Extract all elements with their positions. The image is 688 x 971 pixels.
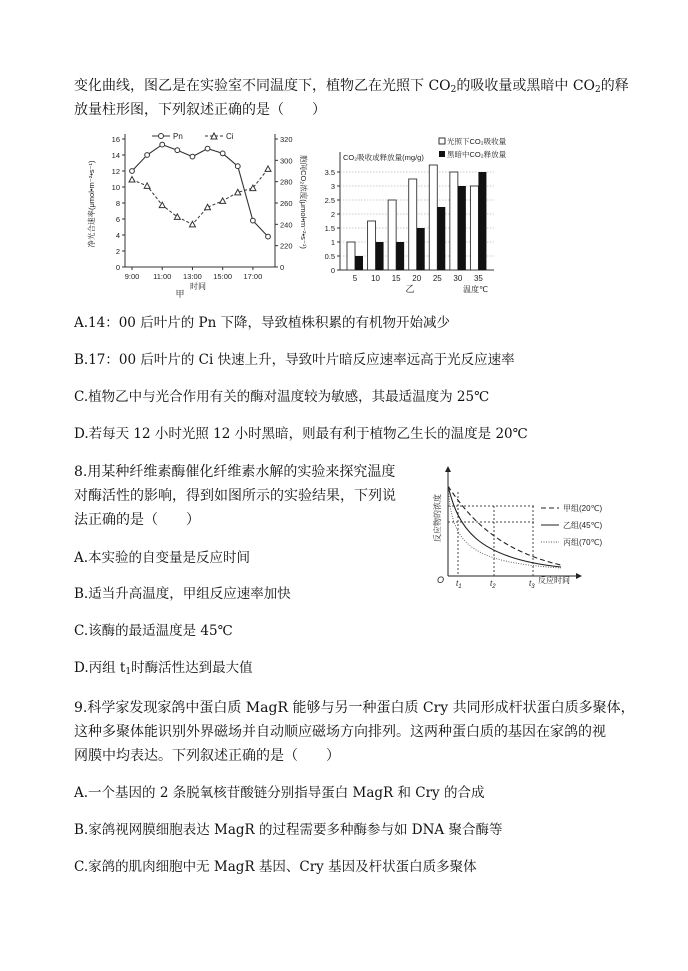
y-axis-title: 反应物的浓度 — [433, 494, 442, 542]
q8-stem-1: 8.用某种纤维素酶催化纤维素水解的实验来探究温度 — [74, 464, 396, 480]
chart-caption-yi: 乙 — [405, 284, 415, 294]
point-pn — [235, 164, 240, 169]
q9-option-a: A.一个基因的 2 条脱氧核苷酸链分别指导蛋白 MagR 和 Cry 的合成 — [74, 785, 485, 801]
chart-q8 — [426, 466, 606, 590]
x-axis-title: 时间 — [190, 282, 206, 291]
q7-option-a: A.14：00 后叶片的 Pn 下降，导致植株积累的有机物开始减少 — [74, 315, 451, 331]
x-tick-label: 15:00 — [213, 272, 233, 281]
q7-option-b: B.17：00 后叶片的 Ci 快速上升，导致叶片暗反应速率远高于光反应速率 — [74, 352, 515, 368]
q9-stem-2: 这种多聚体能识别外界磁场并自动顺应磁场方向排列。这两种蛋白质的基因在家鸽的视 — [74, 724, 606, 740]
legend-label-light: 光照下CO₂吸收量 — [447, 137, 507, 146]
x-axis-title: 反应时间 — [538, 576, 570, 585]
legend-ci — [205, 132, 234, 141]
chart-caption-jia: 甲 — [175, 289, 185, 298]
point-pn — [205, 146, 210, 151]
q9-option-b: B.家鸽视网膜细胞表达 MagR 的过程需要多种酶参与如 DNA 聚合酶等 — [74, 822, 503, 838]
y-axis-title: CO₂吸收或释放量(mg/g) — [343, 153, 424, 162]
tick-t2: $t_2$ — [490, 579, 496, 590]
y-tick-label: 2 — [330, 210, 335, 219]
y-left-tick-label: 14 — [111, 151, 120, 160]
bar-light — [470, 186, 478, 270]
point-ci — [220, 198, 226, 204]
y-right-tick-label: 220 — [280, 241, 293, 251]
y-left-tick-label: 2 — [115, 247, 120, 256]
tick-t3: $t_3$ — [529, 579, 535, 590]
legend-pn — [152, 132, 183, 141]
y-tick-label: 0.5 — [324, 252, 335, 261]
legend-yi — [541, 521, 603, 530]
y-left-tick-label: 10 — [111, 183, 120, 192]
bar-light — [429, 165, 437, 270]
x-tick-label: 9:00 — [124, 272, 140, 281]
q9-stem-1: 9.科学家发现家鸽中蛋白质 MagR 能够与另一种蛋白质 Cry 共同形成杆状蛋白质多聚体， — [74, 700, 635, 716]
y-axis-right-title: 胞间CO₂浓度(μmol•m⁻²•s⁻¹) — [299, 155, 308, 249]
x-axis-arrow — [576, 573, 582, 579]
point-pn — [190, 154, 195, 159]
y-tick-label: 3 — [330, 182, 335, 191]
bar-dark — [478, 172, 486, 270]
intro-line-2: 放量柱形图，下列叙述正确的是（ ） — [74, 102, 326, 118]
bar-light — [347, 242, 355, 270]
y-left-tick-label: 12 — [111, 167, 120, 176]
legend-label-jia: 甲组(20℃) — [563, 504, 603, 513]
series-line-ci — [132, 169, 268, 224]
q8-option-a: A.本实验的自变量是反应时间 — [74, 550, 251, 566]
y-tick-label: 2.5 — [324, 196, 335, 205]
bar-dark — [396, 242, 404, 270]
legend-label-dark: 黑暗中CO₂释放量 — [447, 150, 507, 159]
origin-label: O — [437, 575, 445, 585]
y-tick-label: 1 — [330, 238, 335, 247]
legend-label-ci: Ci — [226, 132, 234, 141]
q8-option-d — [74, 658, 253, 678]
intro-text: 的释 — [600, 78, 629, 94]
x-tick-label: 10 — [371, 274, 381, 283]
point-pn — [266, 234, 271, 239]
y-tick-label: 3.5 — [324, 168, 335, 177]
y-tick-label: 1.5 — [324, 224, 335, 233]
point-ci — [205, 204, 211, 210]
intro-line-1 — [74, 76, 629, 96]
q8-option-c: C.该酶的最适温度是 45℃ — [74, 623, 233, 639]
x-tick-label: 13:00 — [183, 272, 202, 281]
q9-option-c: C.家鸽的肌肉细胞中无 MagR 基因、Cry 基因及杆状蛋白质多聚体 — [74, 859, 477, 875]
y-axis-left-title: 净光合速率(μmol•m⁻²•s⁻¹) — [87, 160, 96, 248]
bar-light — [409, 179, 417, 270]
q8-stem-3: 法正确的是（ ） — [74, 512, 200, 528]
y-left-tick-label: 4 — [115, 231, 120, 240]
bar-light — [450, 172, 458, 270]
y-right-tick-label: 0 — [280, 263, 285, 272]
point-ci — [189, 221, 195, 227]
y-right-tick-label: 260 — [280, 199, 293, 208]
subscript: 1 — [125, 667, 132, 677]
x-tick-label: 35 — [473, 274, 483, 283]
y-right-tick-label: 280 — [280, 177, 293, 187]
point-ci — [144, 183, 150, 189]
point-pn — [175, 148, 180, 153]
point-pn — [220, 151, 225, 156]
q8-option-d-text: D.丙组 t — [74, 660, 126, 676]
y-left-tick-label: 8 — [115, 199, 120, 208]
legend-label-yi: 乙组(45℃) — [563, 521, 603, 530]
x-tick-label: 5 — [352, 274, 358, 283]
point-ci — [265, 166, 271, 172]
bar-light — [368, 221, 376, 270]
q8-option-d-text: 时酶活性达到最大值 — [131, 660, 253, 676]
y-axis-arrow — [445, 466, 451, 472]
bar-dark — [376, 242, 384, 270]
y-right-tick-label: 300 — [280, 156, 293, 166]
tick-t1: $t_1$ — [456, 579, 462, 590]
x-tick-label: 25 — [432, 274, 442, 283]
q8-option-b: B.适当升高温度，甲组反应速率加快 — [74, 586, 291, 602]
legend-label-pn: Pn — [173, 132, 183, 141]
legend-label-bing: 丙组(70℃) — [563, 538, 603, 547]
bar-light — [388, 200, 396, 270]
point-pn — [160, 142, 165, 147]
point-pn — [145, 153, 150, 158]
y-right-tick-label: 320 — [280, 135, 293, 144]
bar-dark — [355, 256, 363, 270]
legend-dark — [439, 149, 507, 159]
series-line-pn — [132, 145, 268, 237]
chart-yi — [318, 134, 514, 300]
subscript: 2 — [450, 85, 457, 95]
intro-text: 变化曲线，图乙是在实验室不同温度下，植物乙在光照下 CO — [74, 78, 451, 94]
x-tick-label: 20 — [412, 274, 422, 283]
x-tick-label: 17:00 — [243, 272, 263, 281]
legend-bing — [541, 538, 603, 547]
point-pn — [130, 169, 135, 174]
q7-option-c: C.植物乙中与光合作用有关的酶对温度较为敏感，其最适温度为 25℃ — [74, 389, 490, 405]
y-left-tick-label: 0 — [115, 263, 120, 272]
chart-jia — [80, 126, 312, 298]
x-tick-label: 30 — [453, 274, 463, 283]
legend-jia — [541, 504, 603, 513]
legend-light — [439, 136, 507, 146]
point-ci — [129, 177, 135, 183]
bar-dark — [417, 228, 425, 270]
y-right-tick-label: 240 — [280, 220, 293, 230]
point-pn — [250, 218, 255, 223]
bar-dark — [437, 207, 445, 270]
y-left-tick-label: 16 — [111, 135, 120, 144]
subscript: 2 — [595, 85, 601, 95]
x-tick-label: 15 — [391, 274, 401, 283]
x-tick-label: 11:00 — [153, 272, 172, 281]
bar-dark — [458, 186, 466, 270]
y-left-tick-label: 6 — [115, 215, 120, 224]
curve-yi-45c — [448, 486, 561, 567]
y-tick-label: 0 — [330, 266, 335, 275]
q8-stem-2: 对酶活性的影响，得到如图所示的实验结果，下列说 — [74, 488, 396, 504]
q7-option-d: D.若每天 12 小时光照 12 小时黑暗，则最有利于植物乙生长的温度是 20℃ — [74, 426, 528, 442]
intro-text: 的吸收量或黑暗中 CO — [456, 78, 596, 94]
x-axis-title: 温度℃ — [463, 285, 488, 294]
q9-stem-3: 网膜中均表达。下列叙述正确的是（ ） — [74, 748, 340, 764]
